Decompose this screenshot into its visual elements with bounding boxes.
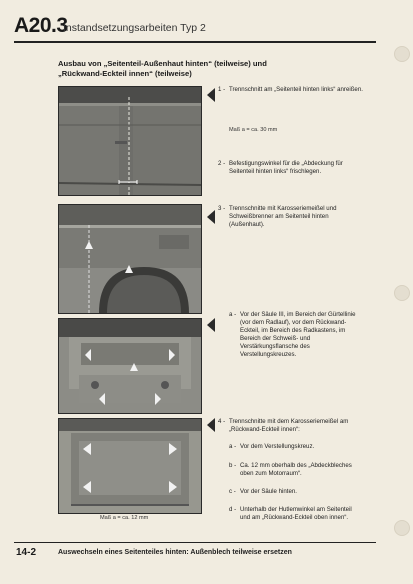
hole-punch-mark — [394, 520, 410, 536]
step-1: 1 - Trennschnitt am „Seitenteil hinten links“ anreißen. — [218, 86, 363, 93]
step-pointer — [207, 318, 215, 332]
footer-rule — [14, 542, 376, 543]
step-2: 2 - Befestigungswinkel für die „Abdeckung für Seitenteil hinten links“ frischlegen. — [218, 160, 343, 175]
photo-wheel-arch-cuts — [58, 204, 202, 314]
step-4a: a - Vor dem Verstellungskreuz. — [229, 443, 315, 450]
hole-punch-mark — [394, 285, 410, 301]
photo-rear-corner-cuts — [58, 418, 202, 514]
step-pointer — [207, 88, 215, 102]
page-number: 14-2 — [16, 547, 37, 558]
hole-punch-mark — [394, 46, 410, 62]
measure-note: Maß a = ca. 12 mm — [100, 515, 149, 521]
step-pointer — [207, 418, 215, 432]
step-3a: a - Vor der Säule III, im Bereich der Gürtellinie (vor dem Radlauf), vor dem Rückwand-Eckteil, im Bereich des Radkastens, im Bereich der Schweiß- und Verstärkungsflansche des Verstellungskreuzes. — [229, 311, 356, 358]
section-title — [58, 59, 378, 78]
step-4c: c - Vor der Säule hinten. — [229, 488, 297, 495]
section-title-line: „Rückwand-Eckteil innen“ (teilweise) — [58, 68, 192, 78]
header-rule — [14, 41, 376, 43]
footer-title: Auswechseln eines Seitenteiles hinten: Außenblech teilweise ersetzen — [58, 549, 292, 556]
step-4: 4 - Trennschnitte mit dem Karosseriemeißel am „Rückwand-Eckteil innen“: — [218, 418, 349, 433]
measure-note: Maß a = ca. 30 mm — [229, 127, 278, 133]
step-4b: b - Ca. 12 mm oberhalb des „Abdeckbleches oben zum Motorraum“. — [229, 462, 352, 477]
page-title: Instandsetzungsarbeiten Typ 2 — [63, 22, 206, 34]
step-4d: d - Unterhalb der Hutlemwinkel am Seitenteil und am „Rückwand-Eckteil oben innen“. — [229, 506, 352, 521]
step-pointer — [207, 210, 215, 224]
step-3: 3 - Trennschnitte mit Karosseriemeißel und Schweißbrenner am Seitenteil hinten (Außenhaut). — [218, 205, 337, 228]
section-code: A20.3 — [14, 14, 68, 37]
section-title-line: Ausbau von „Seitenteil-Außenhaut hinten“ (teilweise) und — [58, 59, 267, 68]
photo-rear-inner-panel — [58, 318, 202, 414]
photo-side-panel-cut-line — [58, 86, 202, 196]
